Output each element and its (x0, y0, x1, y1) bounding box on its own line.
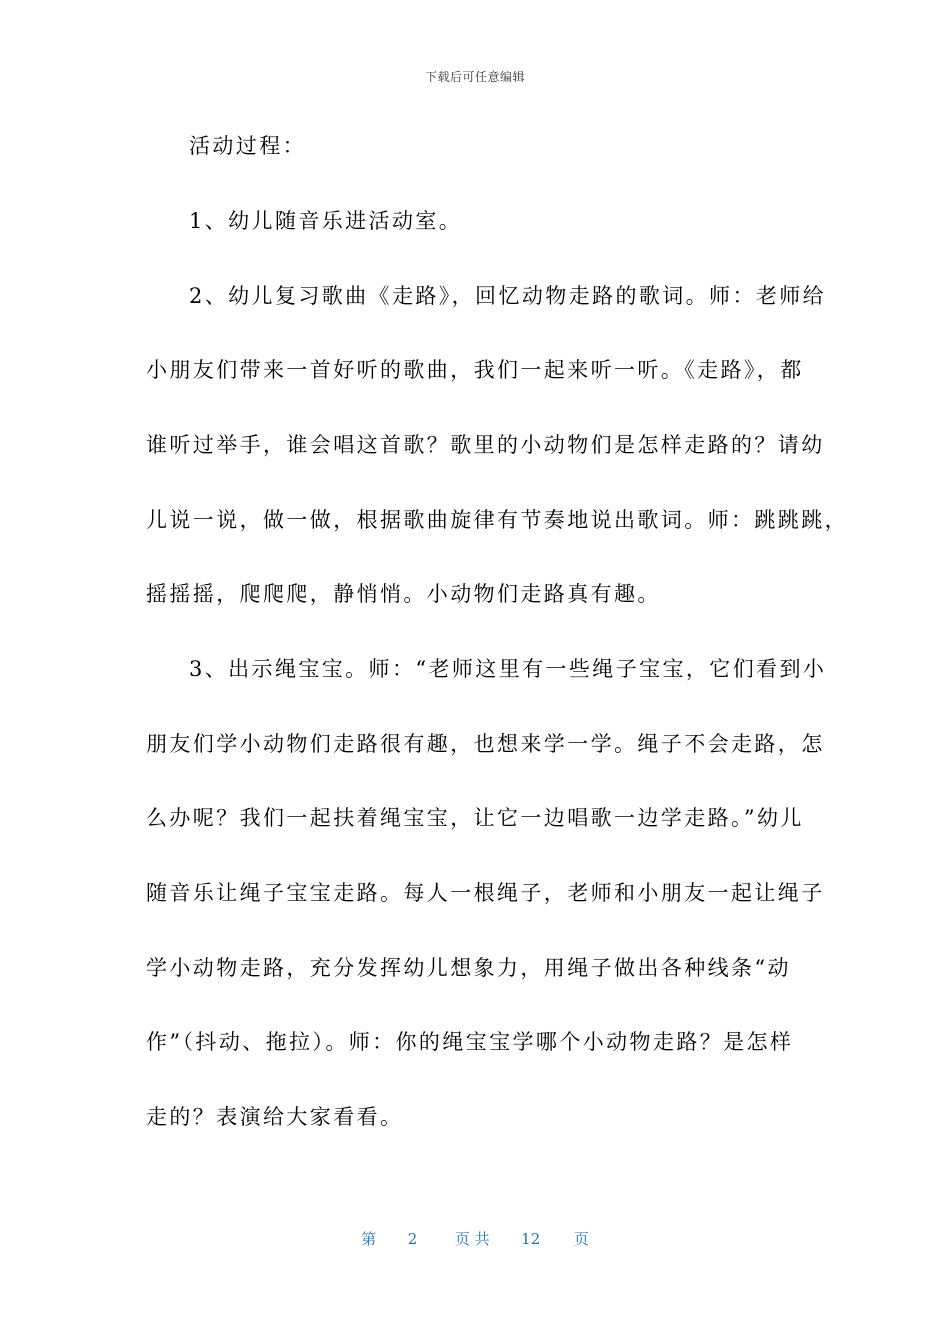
paragraph-line: 2、幼儿复习歌曲《走路》，回忆动物走路的歌词。师：老师给 (189, 284, 827, 308)
paragraph-line: 3、出示绳宝宝。师：“老师这里有一些绳子宝宝，它们看到小 (189, 657, 827, 681)
current-page-number: 2 (407, 1230, 418, 1248)
paragraph-line: 朋友们学小动物们走路很有趣，也想来学一学。绳子不会走路，怎 (146, 732, 825, 756)
total-pages-number: 12 (521, 1230, 541, 1248)
paragraph-line: 么办呢？我们一起扶着绳宝宝，让它一边唱歌一边学走路。”幼儿 (146, 806, 804, 830)
paragraph-line: 随音乐让绳子宝宝走路。每人一根绳子，老师和小朋友一起让绳子 (146, 881, 825, 905)
section-heading: 活动过程： (189, 134, 306, 158)
paragraph-line: 作”（抖动、拖拉）。师：你的绳宝宝学哪个小动物走路？是怎样 (146, 1030, 794, 1054)
page-footer (0, 1228, 950, 1249)
page-suffix: 页 (573, 1230, 589, 1248)
paragraph-line: 儿说一说，做一做，根据歌曲旋律有节奏地说出歌词。师：跳跳跳， (146, 508, 848, 532)
page-mid-text: 页 共 (454, 1230, 490, 1248)
paragraph-line: 走的？表演给大家看看。 (146, 1105, 404, 1129)
paragraph-line: 小朋友们带来一首好听的歌曲，我们一起来听一听。《走路》，都 (146, 358, 804, 382)
paragraph-line: 谁听过举手，谁会唱这首歌？歌里的小动物们是怎样走路的？请幼 (146, 433, 825, 457)
paragraph-line: 学小动物走路，充分发挥幼儿想象力，用绳子做出各种线条“动 (146, 956, 791, 980)
paragraph-line: 1、幼儿随音乐进活动室。 (189, 209, 463, 233)
paragraph-line: 摇摇摇，爬爬爬，静悄悄。小动物们走路真有趣。 (146, 582, 661, 606)
header-note: 下载后可任意编辑 (424, 70, 525, 84)
page-prefix: 第 (361, 1230, 377, 1248)
